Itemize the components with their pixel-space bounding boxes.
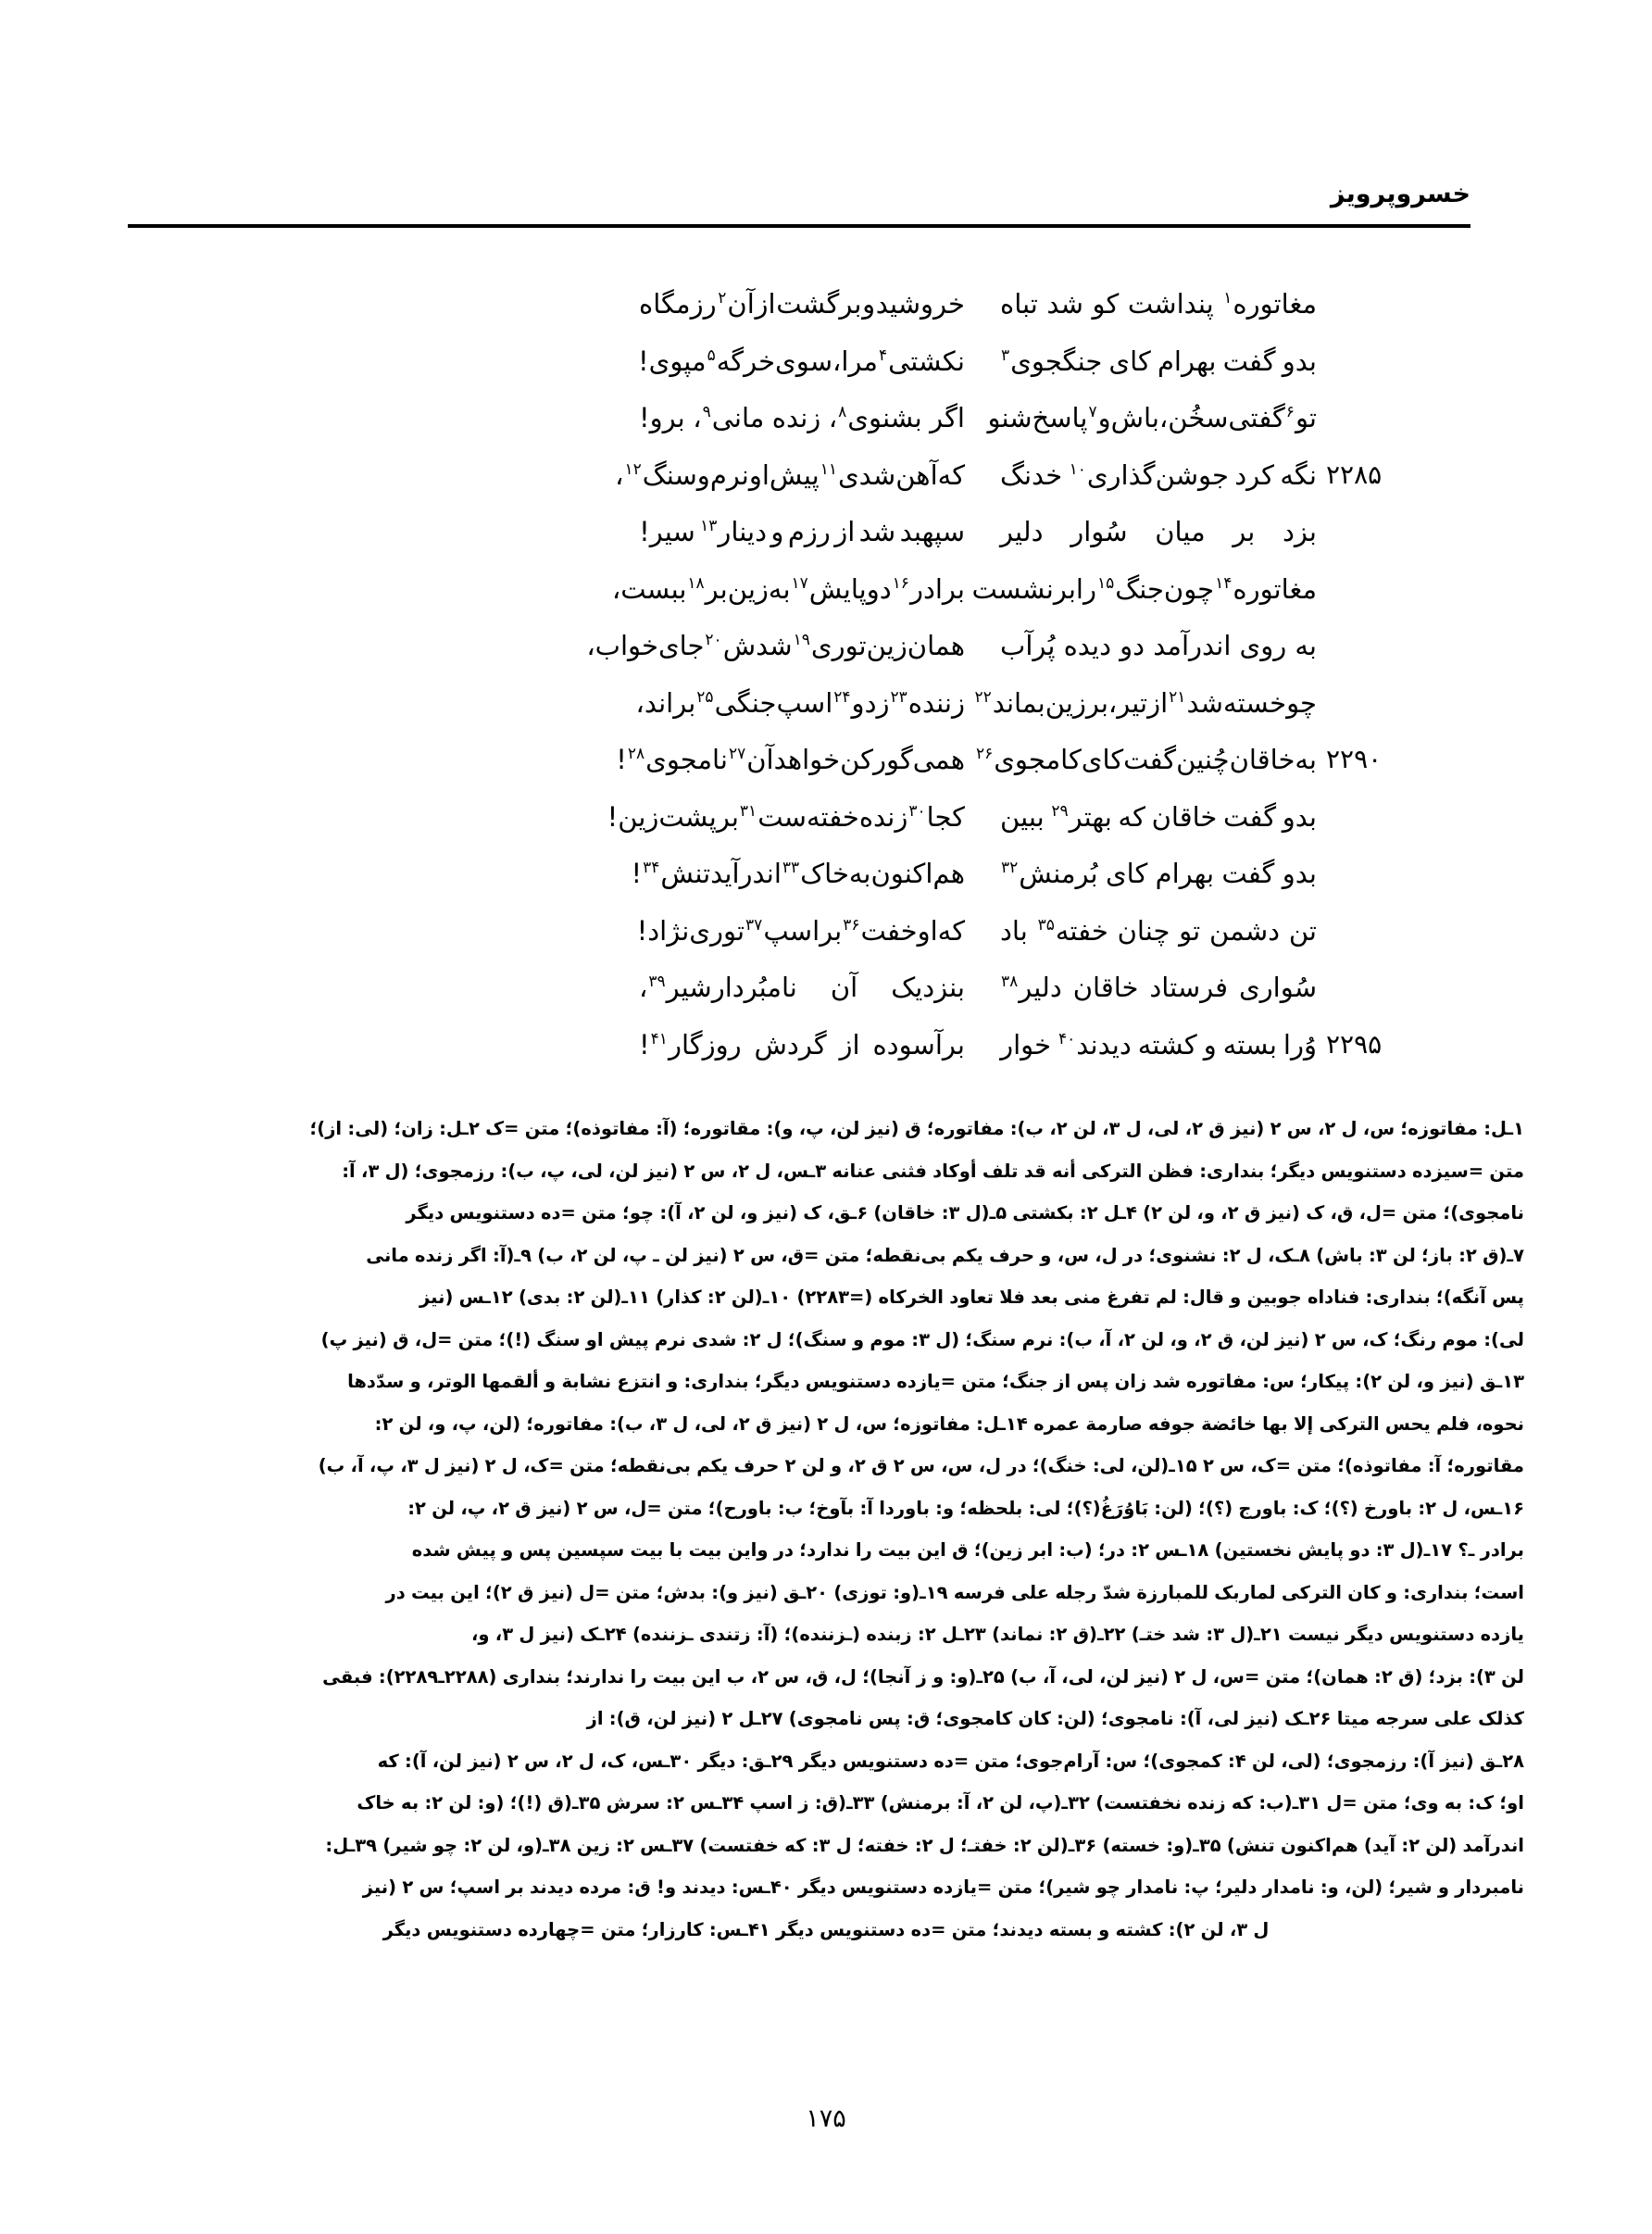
verse-word: زین (1045, 686, 1086, 719)
footnote-marker: ۲ (718, 289, 727, 308)
verse-line (250, 392, 1402, 449)
verse-word: اندرآمد (1153, 630, 1232, 661)
hemistich-second (615, 449, 983, 507)
verse-word: گفت (1222, 345, 1276, 377)
header-divider-rule (128, 224, 1471, 228)
verse-line (250, 449, 1402, 507)
verse-word: بدو (1282, 800, 1317, 833)
apparatus-line: پس آنگه)؛ بنداری: فناداه جوبین و قال: لم تفرغ منی بعد فلا تعاود الخرکاه (=۲۲۸۳) ۱۰ـ(لن ۲: کذار) ۱۱ـ(لن ۲: بدی) ۱۲ـس (نیز (419, 1286, 1524, 1308)
verse-word: همی (912, 744, 965, 775)
verse-word: برگشت (776, 288, 862, 320)
verse-word: دلیر (1000, 516, 1044, 547)
verse-word: اسپ$^{۳۷}$ (745, 914, 820, 947)
footnote-marker: ۳۰ (908, 801, 926, 821)
verse-word: بر (1233, 516, 1256, 547)
footnote-marker: ۱۹ (793, 631, 810, 650)
verse-word: دو (1120, 630, 1145, 661)
verse-word: خاک$^{۳۳}$ (782, 858, 849, 889)
verse-word: توری‌نژاد! (636, 914, 745, 947)
verse-word: جنگ$^{۱۵}$ (1096, 572, 1164, 605)
apparatus-line: لن ۳): بزد؛ (ق ۲: همان)؛ متن =س، ل ۲ (نیز لن، لی، آ، ب) ۲۵ـ(و: و ز آنجا)؛ ل، ق، س ۲، ب این بیت را ندارند؛ بنداری (۲۲۸۸ـ۲۲۸۹): فبقی (322, 1665, 1524, 1688)
verse-word: نرم (709, 458, 749, 491)
verse-word: زننده$^{۲۳}$ (890, 686, 965, 719)
verse-word: باد (1000, 914, 1028, 947)
verse-word: او (917, 914, 938, 947)
apparatus-line: کذلک علی سرجه میتا ۲۶ـک (نیز لی، آ): نامجوی؛ (لن: کان کامجوی؛ ق: پس نامجوی) ۲۷ـل ۲ (نیز لن، ق): از (586, 1708, 1524, 1729)
hemistich-second (586, 620, 983, 677)
verse-word: به (1295, 630, 1317, 661)
verse-word: خوار (1000, 1028, 1052, 1061)
verse-line (250, 791, 1402, 848)
footnote-marker: ۲۰ (705, 631, 722, 650)
footnote-marker: ۳۳ (782, 859, 800, 878)
verse-word: سُواری (1238, 972, 1317, 1003)
verse-line (250, 847, 1402, 905)
verse-word: نکشتی$^۴$ (878, 345, 965, 377)
verse-word: تیر، (1108, 686, 1148, 719)
verse-word: آهن (895, 458, 938, 491)
hemistich-second (611, 563, 983, 621)
verse-word: و$^{۲۴}$ (833, 686, 865, 719)
verse-word: سنگ$^{۱۲}$، (615, 458, 697, 491)
footnote-marker: ۲۱ (1169, 687, 1186, 707)
verse-word: تباه (1000, 288, 1038, 320)
verse-word: و (770, 516, 784, 547)
verse-word: بدو (1282, 345, 1317, 377)
hemistich-first (983, 335, 1317, 393)
verse-word: کشته (1137, 1028, 1197, 1061)
hemistich-second (639, 961, 983, 1019)
apparatus-line: برادر ـ؟ ۱۷ـ(ل ۳: دو پایش نخستین) ۱۸ـس ۲: در؛ (ب: ابر زین)؛ ق این بیت را ندارد؛ در واین بیت با بیت سپسین پس و پیش شده (411, 1539, 1524, 1561)
footnote-marker: ۸ (838, 403, 847, 422)
verse-word: که (1118, 800, 1145, 833)
verse-word: زنده (858, 800, 908, 833)
verse-word: را (1075, 572, 1096, 605)
verse-word: خفته‌ست$^{۳۱}$ (739, 800, 859, 833)
verse-word: برو! (639, 402, 685, 433)
apparatus-line: ۱۳ـق (نیز و، لن ۲): پیکار؛ س: مفاتوره شد زان پس از جنگ؛ متن =یازده دستنویس دیگر؛ بنداری: و انتزع نشابة و ألقمها الوتر، و سدّدها (347, 1371, 1524, 1392)
verse-word: چون (1163, 572, 1215, 605)
verse-word: رزم (787, 516, 831, 547)
verse-word: سُوار (1070, 516, 1128, 547)
verse-word: بهرام (1155, 858, 1215, 889)
footnote-marker: ۱۰ (1069, 459, 1086, 479)
verse-word: نگه (1280, 458, 1317, 491)
hemistich-second (616, 734, 983, 791)
apparatus-line: ۱۶ـس، ل ۲: باورخ (؟)؛ ک: باورج (؟)؛ (لن: بَاوُرَغُ(؟)؛ لی: بلحظه؛ و: باوردا آ: بآوخ؛ ب: باورح)؛ متن =ل، س ۲ (نیز ق ۲، پ، لن ۲: (407, 1497, 1524, 1519)
footnote-marker: ۳۸ (1001, 973, 1019, 992)
verse-word: دشمن (1209, 914, 1281, 947)
verse-word: نامجوی$^{۲۸}$! (616, 744, 728, 775)
verse-word: بر (716, 800, 739, 833)
footnote-marker: ۱۷ (791, 573, 808, 593)
verse-word: پایش$^{۱۷}$ (791, 572, 867, 605)
apparatus-line: مقاتوره؛ آ: مفاتوذه)؛ متن =ک، س ۲ ۱۵ـ(لن، لی: خنگ)؛ در ل، س، س ۲ ق ۲، و لن ۲ حرف یکم بی‌نقطه؛ متن =ک، ل ۲ (نیز ل ۳، پ، آ، ب) (318, 1455, 1524, 1476)
footnote-marker: ۴۱ (650, 1029, 668, 1048)
verse-word: کو (1092, 288, 1120, 320)
verse-word: کامجوی$^{۲۶}$ (975, 744, 1082, 775)
footnote-marker: ۱۱ (820, 459, 837, 479)
verse-word: دیدند$^{۴۰}$ (1058, 1028, 1132, 1061)
verse-word: جنگی$^{۲۵}$ (696, 686, 777, 719)
verse-word: همان (907, 630, 965, 661)
verse-word: او (748, 458, 770, 491)
verse-word: دو (866, 572, 892, 605)
apparatus-line: او؛ ک: به وی؛ متن =ل ۳۱ـ(ب: که زنده نخفتست) ۳۲ـ(پ، لن ۲، آ: برمنش) ۳۳ـ(ق: ز اسپ ۳۴ـس ۲: سرش ۳۵ـ(ق (!)؛ (و: لن ۲: به خاک (357, 1792, 1524, 1814)
hemistich-second (631, 847, 983, 905)
verse-word: مپوی! (638, 345, 707, 377)
apparatus-line: لی): موم رنگ؛ ک، س ۲ (نیز لن، ق ۲، و، لن ۲، آ، ب): نرم سنگ؛ (ل ۳: موم و سنگ)؛ ل ۲: شدی نرم پیش او سنگ (!)؛ متن =ل، ق (نیز پ) (320, 1328, 1524, 1350)
verse-word: اگر (930, 402, 965, 433)
hemistich-first (971, 563, 1317, 621)
apparatus-line: اندرآمد (لن ۲: آید) هم‌اکنون تنش) ۳۵ـ(و: خسته) ۳۶ـ(لن ۲: خفتـ؛ ل ۲: خفته؛ ل ۳: که خفتست) ۳۷ـس ۲: زین ۳۸ـ(و، لن ۲: چو شیر) ۳۹ـل: (325, 1834, 1524, 1856)
footnote-marker: ۵ (707, 345, 716, 365)
verse-word: از (834, 516, 856, 547)
footnote-marker: ۱۶ (892, 573, 909, 593)
footnote-marker: ۲۳ (890, 687, 907, 707)
apparatus-line: نامبردار و شیر؛ (لن، و: نامدار دلیر؛ پ: نامدار چو شیر)؛ متن =یازده دستنویس دیگر ۴۰ـس: دیدند و! ق: مرده دیدند بر اسپ؛ س ۲ (نیز (362, 1876, 1524, 1898)
verse-word: زین (727, 572, 769, 605)
verse-line (250, 506, 1402, 563)
verse-word: چُنین (1176, 744, 1230, 775)
apparatus-line: ۷ـ(ق ۲: باز؛ لن ۳: باش) ۸ـک، ل ۲: نشنوی؛ در ل، س، و حرف یکم بی‌نقطه؛ متن =ق، س ۲ (نیز لن ـ پ، لن ۲، ب) ۹ـ(آ: اگر زنده مانی (366, 1244, 1524, 1266)
footnote-marker: ۲۴ (833, 687, 851, 707)
verse-word: زین! (607, 800, 659, 833)
hemistich-first (983, 905, 1317, 962)
verse-word: وُرا (1283, 1028, 1317, 1061)
verse-line (250, 961, 1402, 1019)
verse-word: سخُن، (1158, 402, 1229, 433)
footnote-marker: ۳۹ (648, 973, 666, 992)
verse-word: بهتر$^{۲۹}$ (1051, 800, 1112, 833)
apparatus-line: ل ۳، لن ۲): کشته و بسته دیدند؛ متن =ده دستنویس دیگر ۴۱ـس: کارزار؛ متن =چهارده دستنویس دیگر (382, 1918, 1270, 1940)
verse-word: آن$^{۲۷}$ (728, 744, 774, 775)
hemistich-second (635, 677, 983, 734)
verse-word: کای (1108, 345, 1151, 377)
apparatus-line: متن =سیزده دستنویس دیگر؛ بنداری: فظن الترکی أنه قد تلف أوکاد فثنی عنانه ۳ـس، ل ۲، س ۲ (نیز لن، لی، پ، ب): رزمجوی؛ (ل ۳، آ: (342, 1160, 1524, 1182)
verse-word: گردش (754, 1028, 827, 1061)
apparatus-line: ۲۸ـق (نیز آ): رزمجوی؛ (لی، لن ۴: کمجوی)؛ س: آرام‌جوی؛ متن =ده دستنویس دیگر ۲۹ـق: دیگر ۳۰ـس، ک، ل ۲، س ۲ (نیز لن، آ): که (377, 1750, 1524, 1772)
verse-line (250, 563, 1402, 621)
verse-word: دیده (1063, 630, 1111, 661)
verse-word: و (696, 458, 710, 491)
verse-word: دینار$^{۱۳}$ (700, 516, 767, 547)
verse-word: بهرام (1157, 345, 1217, 377)
verse-word: خسته (1222, 686, 1287, 719)
verse-word: شد (1046, 288, 1083, 320)
verse-word: بر$^{۱۸}$ (687, 572, 728, 605)
verse-word: که (937, 458, 965, 491)
footnote-marker: ۲۹ (1051, 801, 1069, 821)
verse-word: تو (1179, 914, 1201, 947)
footnote-marker: ۳۷ (745, 915, 763, 935)
verse-word: کای (1105, 858, 1148, 889)
verse-word: از (839, 1028, 860, 1061)
footnote-marker: ۲۷ (728, 745, 746, 764)
verse-word: بسته (1222, 1028, 1277, 1061)
verse-word: بشنوی$^۸$، (828, 402, 922, 433)
verse-word: باش (1110, 402, 1159, 433)
verse-word: مانی$^۹$، (693, 402, 765, 433)
hemistich-first (983, 278, 1317, 335)
verse-word: تنش$^{۳۴}$! (631, 858, 711, 889)
apparatus-line: یازده دستنویس دیگر نیست ۲۱ـ(ل ۳: شد ختـ) ۲۲ـ(ق ۲: نماند) ۲۳ـل ۲: زبنده (ـزننده)؛ (آ: زتندی ـزننده) ۲۴ـک (نیز ل ۳، و، (470, 1624, 1524, 1645)
verse-word: خاقان (1072, 972, 1139, 1003)
verse-number: ۲۲۹۵ (1326, 1028, 1383, 1060)
verse-word: جوشن‌گذاری$^{۱۰}$ (1069, 458, 1229, 491)
footnote-marker: ۶ (1285, 403, 1295, 422)
hemistich-first (983, 392, 1317, 449)
verse-word: میان (1155, 516, 1206, 547)
footnote-marker: ۱۸ (687, 573, 705, 593)
hemistich-first (983, 961, 1317, 1019)
verse-word: سیر! (639, 516, 695, 547)
verse-word: جای (657, 630, 705, 661)
hemistich-first (975, 734, 1317, 791)
verse-word: خدنگ (1000, 458, 1063, 491)
folio-number: ۱۷۵ (806, 2104, 846, 2133)
verse-word: جنگجوی$^۳$ (1001, 345, 1103, 377)
critical-apparatus (128, 1108, 1524, 1951)
verse-word: براند، (635, 686, 696, 719)
verse-word: برآسوده (872, 1028, 965, 1061)
verse-word: توری$^{۱۹}$ (793, 630, 867, 661)
verse-word: گفت (1221, 858, 1275, 889)
verse-word: آن$^۲$ (718, 288, 755, 320)
verse-word: خاقان (1151, 800, 1218, 833)
verse-word: شد$^{۲۱}$ (1169, 686, 1223, 719)
verse-word: بماند$^{۲۲}$ (974, 686, 1045, 719)
verse-word: اندرآید (710, 858, 782, 889)
verse-word: روی (1239, 630, 1287, 661)
footnote-marker: ۳۵ (1037, 915, 1055, 935)
verse-word: شدی$^{۱۱}$ (820, 458, 896, 491)
hemistich-second (639, 392, 983, 449)
footnote-marker: ۴۰ (1058, 1029, 1076, 1048)
verse-word: به (1295, 744, 1317, 775)
verse-number: ۲۲۸۵ (1326, 458, 1383, 490)
hemistich-first (974, 677, 1317, 734)
verse-line (250, 620, 1402, 677)
verse-word: روزگار$^{۴۱}$! (639, 1028, 742, 1061)
hemistich-first (983, 1019, 1317, 1076)
verse-word: که (937, 914, 965, 947)
apparatus-line: نامجوی)؛ متن =ل، ق، ک (نیز ق ۲، و، لن ۲) ۴ـل ۲: بکشتی ۵ـ(ل ۳: خاقان) ۶ـق، ک (نیز و، لن ۲، آ): چو؛ متن =ده دستنویس دیگر (406, 1202, 1524, 1224)
page-header (128, 182, 1524, 239)
verse-word: نامبُردارشیر$^{۳۹}$، (639, 972, 797, 1003)
verse-word: و$^۷$ (1088, 402, 1111, 433)
verse-word: بُرمنش$^{۳۲}$ (1001, 858, 1098, 889)
verse-word: بزد (1283, 516, 1317, 547)
verse-line (250, 278, 1402, 335)
footnote-marker: ۴ (878, 345, 888, 365)
verse-word: شدش$^{۲۰}$ (705, 630, 793, 661)
verse-word: مغاتوره$^۱$ (1223, 288, 1317, 320)
verse-word: مرا، (832, 345, 878, 377)
footnote-marker: ۳ (1001, 345, 1010, 365)
verse-word: کرد (1234, 458, 1274, 491)
verse-word: گفتی (1228, 402, 1285, 433)
apparatus-line: است؛ بنداری: و کان الترکی لماربک للمبارزة شدّ رجله علی فرسه ۱۹ـ(و: توزی) ۲۰ـق (نیز و): بدش؛ متن =ل (نیز ق ۲)؛ این بیت در (385, 1581, 1524, 1603)
apparatus-line: نحوه، فلم یحس الترکی إلا بها خائضة جوفه صارمة عمره ۱۴ـل: مفاتوزه؛ س، ل ۲ (نیز ق ۲، لی، ل ۳، ب): مفاتوره؛ (لن، پ، و، لن ۲: (374, 1412, 1524, 1435)
verse-word: تن (1288, 914, 1317, 947)
verse-word: کجا$^{۳۰}$ (908, 800, 965, 833)
hemistich-second (607, 791, 983, 848)
verse-word: رزمگاه (639, 288, 717, 320)
verse-word: زنده (771, 402, 821, 433)
footnote-marker: ۲۸ (627, 745, 645, 764)
footnote-marker: ۱۴ (1215, 573, 1233, 593)
verse-word: گفت (1123, 744, 1177, 775)
verse-word: اسپ (776, 686, 833, 719)
hemistich-first (983, 449, 1317, 507)
verse-word: پُرآب (1000, 630, 1056, 661)
verse-word: ببین (1000, 800, 1045, 833)
footnote-marker: ۱۳ (700, 517, 718, 536)
verse-word: چو (1286, 686, 1317, 719)
verse-word: مغاتوره$^{۱۴}$ (1215, 572, 1317, 605)
verse-line (250, 677, 1402, 734)
verse-word: زد (864, 686, 890, 719)
footnote-marker: ۹ (702, 403, 711, 422)
running-head-title: خسروپرویز (1330, 180, 1471, 208)
hemistich-first (983, 506, 1317, 563)
verse-word: سوی (775, 345, 833, 377)
verse-line (250, 905, 1402, 962)
verse-word: خواب، (586, 630, 658, 661)
verse-word: بر (1085, 686, 1108, 719)
verse-word: پنداشت (1127, 288, 1214, 320)
verse-line (250, 1019, 1402, 1076)
hemistich-second (639, 335, 983, 393)
verse-word: هم‌اکنون (870, 858, 965, 889)
verse-word: فرستاد (1149, 972, 1229, 1003)
hemistich-second (639, 278, 983, 335)
verse-word: دلیر$^{۳۸}$ (1001, 972, 1062, 1003)
verse-word: برادر$^{۱۶}$ (892, 572, 965, 605)
verse-word: به (848, 858, 871, 889)
footnote-marker: ۱۵ (1096, 573, 1115, 593)
verse-word: گفت (1223, 800, 1276, 833)
verse-word: خاقان (1229, 744, 1295, 775)
hemistich-first (983, 791, 1317, 848)
verse-word: خروشید (875, 288, 965, 320)
verse-block (250, 278, 1402, 1093)
verse-number: ۲۲۹۰ (1326, 744, 1383, 774)
verse-word: ببست، (611, 572, 687, 605)
verse-word: خواهد (773, 744, 841, 775)
verse-word: به (768, 572, 791, 605)
verse-word: تو$^۶$ (1285, 402, 1317, 433)
hemistich-first (983, 847, 1317, 905)
verse-word: پیش (769, 458, 820, 491)
hemistich-second (639, 1019, 983, 1076)
hemistich-second (639, 506, 983, 563)
footnote-marker: ۲۶ (975, 745, 994, 764)
footnote-marker: ۲۲ (974, 687, 992, 707)
verse-word: خرگه$^۵$ (707, 345, 776, 377)
verse-word: برنشست (971, 572, 1076, 605)
verse-word: بنزدیک (891, 972, 965, 1003)
verse-word: از (755, 288, 776, 320)
verse-word: گورکن (840, 744, 913, 775)
verse-word: بر (820, 914, 843, 947)
footnote-marker: ۳۱ (739, 801, 757, 821)
verse-word: و (862, 288, 876, 320)
verse-word: چنان (1117, 914, 1170, 947)
footnote-marker: ۱ (1223, 289, 1233, 308)
footnote-marker: ۱۲ (624, 459, 642, 479)
verse-word: شد (858, 516, 896, 547)
verse-word: سپهبد (899, 516, 965, 547)
verse-word: خفته$^{۳۵}$ (1037, 914, 1108, 947)
footnote-marker: ۷ (1088, 403, 1097, 422)
verse-word: کای (1081, 744, 1124, 775)
footnote-marker: ۲۵ (696, 687, 714, 707)
verse-word: خفت$^{۳۶}$ (843, 914, 918, 947)
apparatus-line: ۱ـل: مفاتوزه؛ س، ل ۲، س ۲ (نیز ق ۲، لی، ل ۳، لن ۲، ب): مفاتوره؛ ق (نیز لن، پ، و): مقاتوره؛ (آ: مفاتوذه)؛ متن =ک ۲ـل: زان؛ (لی: از)؛ (309, 1118, 1524, 1139)
footnote-marker: ۳۲ (1001, 859, 1019, 878)
hemistich-first (983, 620, 1317, 677)
verse-word: شنو (987, 402, 1032, 433)
verse-word: از (1147, 686, 1169, 719)
verse-line (250, 734, 1402, 791)
verse-word: و (1203, 1028, 1217, 1061)
verse-word: زین (866, 630, 907, 661)
verse-line (250, 335, 1402, 393)
footnote-marker: ۳۴ (643, 859, 660, 878)
verse-word: پشت (658, 800, 717, 833)
footnote-marker: ۳۶ (843, 915, 860, 935)
verse-word: آن (830, 972, 858, 1003)
verse-word: پاسخ (1032, 402, 1088, 433)
verse-word: بدو (1282, 858, 1317, 889)
hemistich-second (636, 905, 983, 962)
